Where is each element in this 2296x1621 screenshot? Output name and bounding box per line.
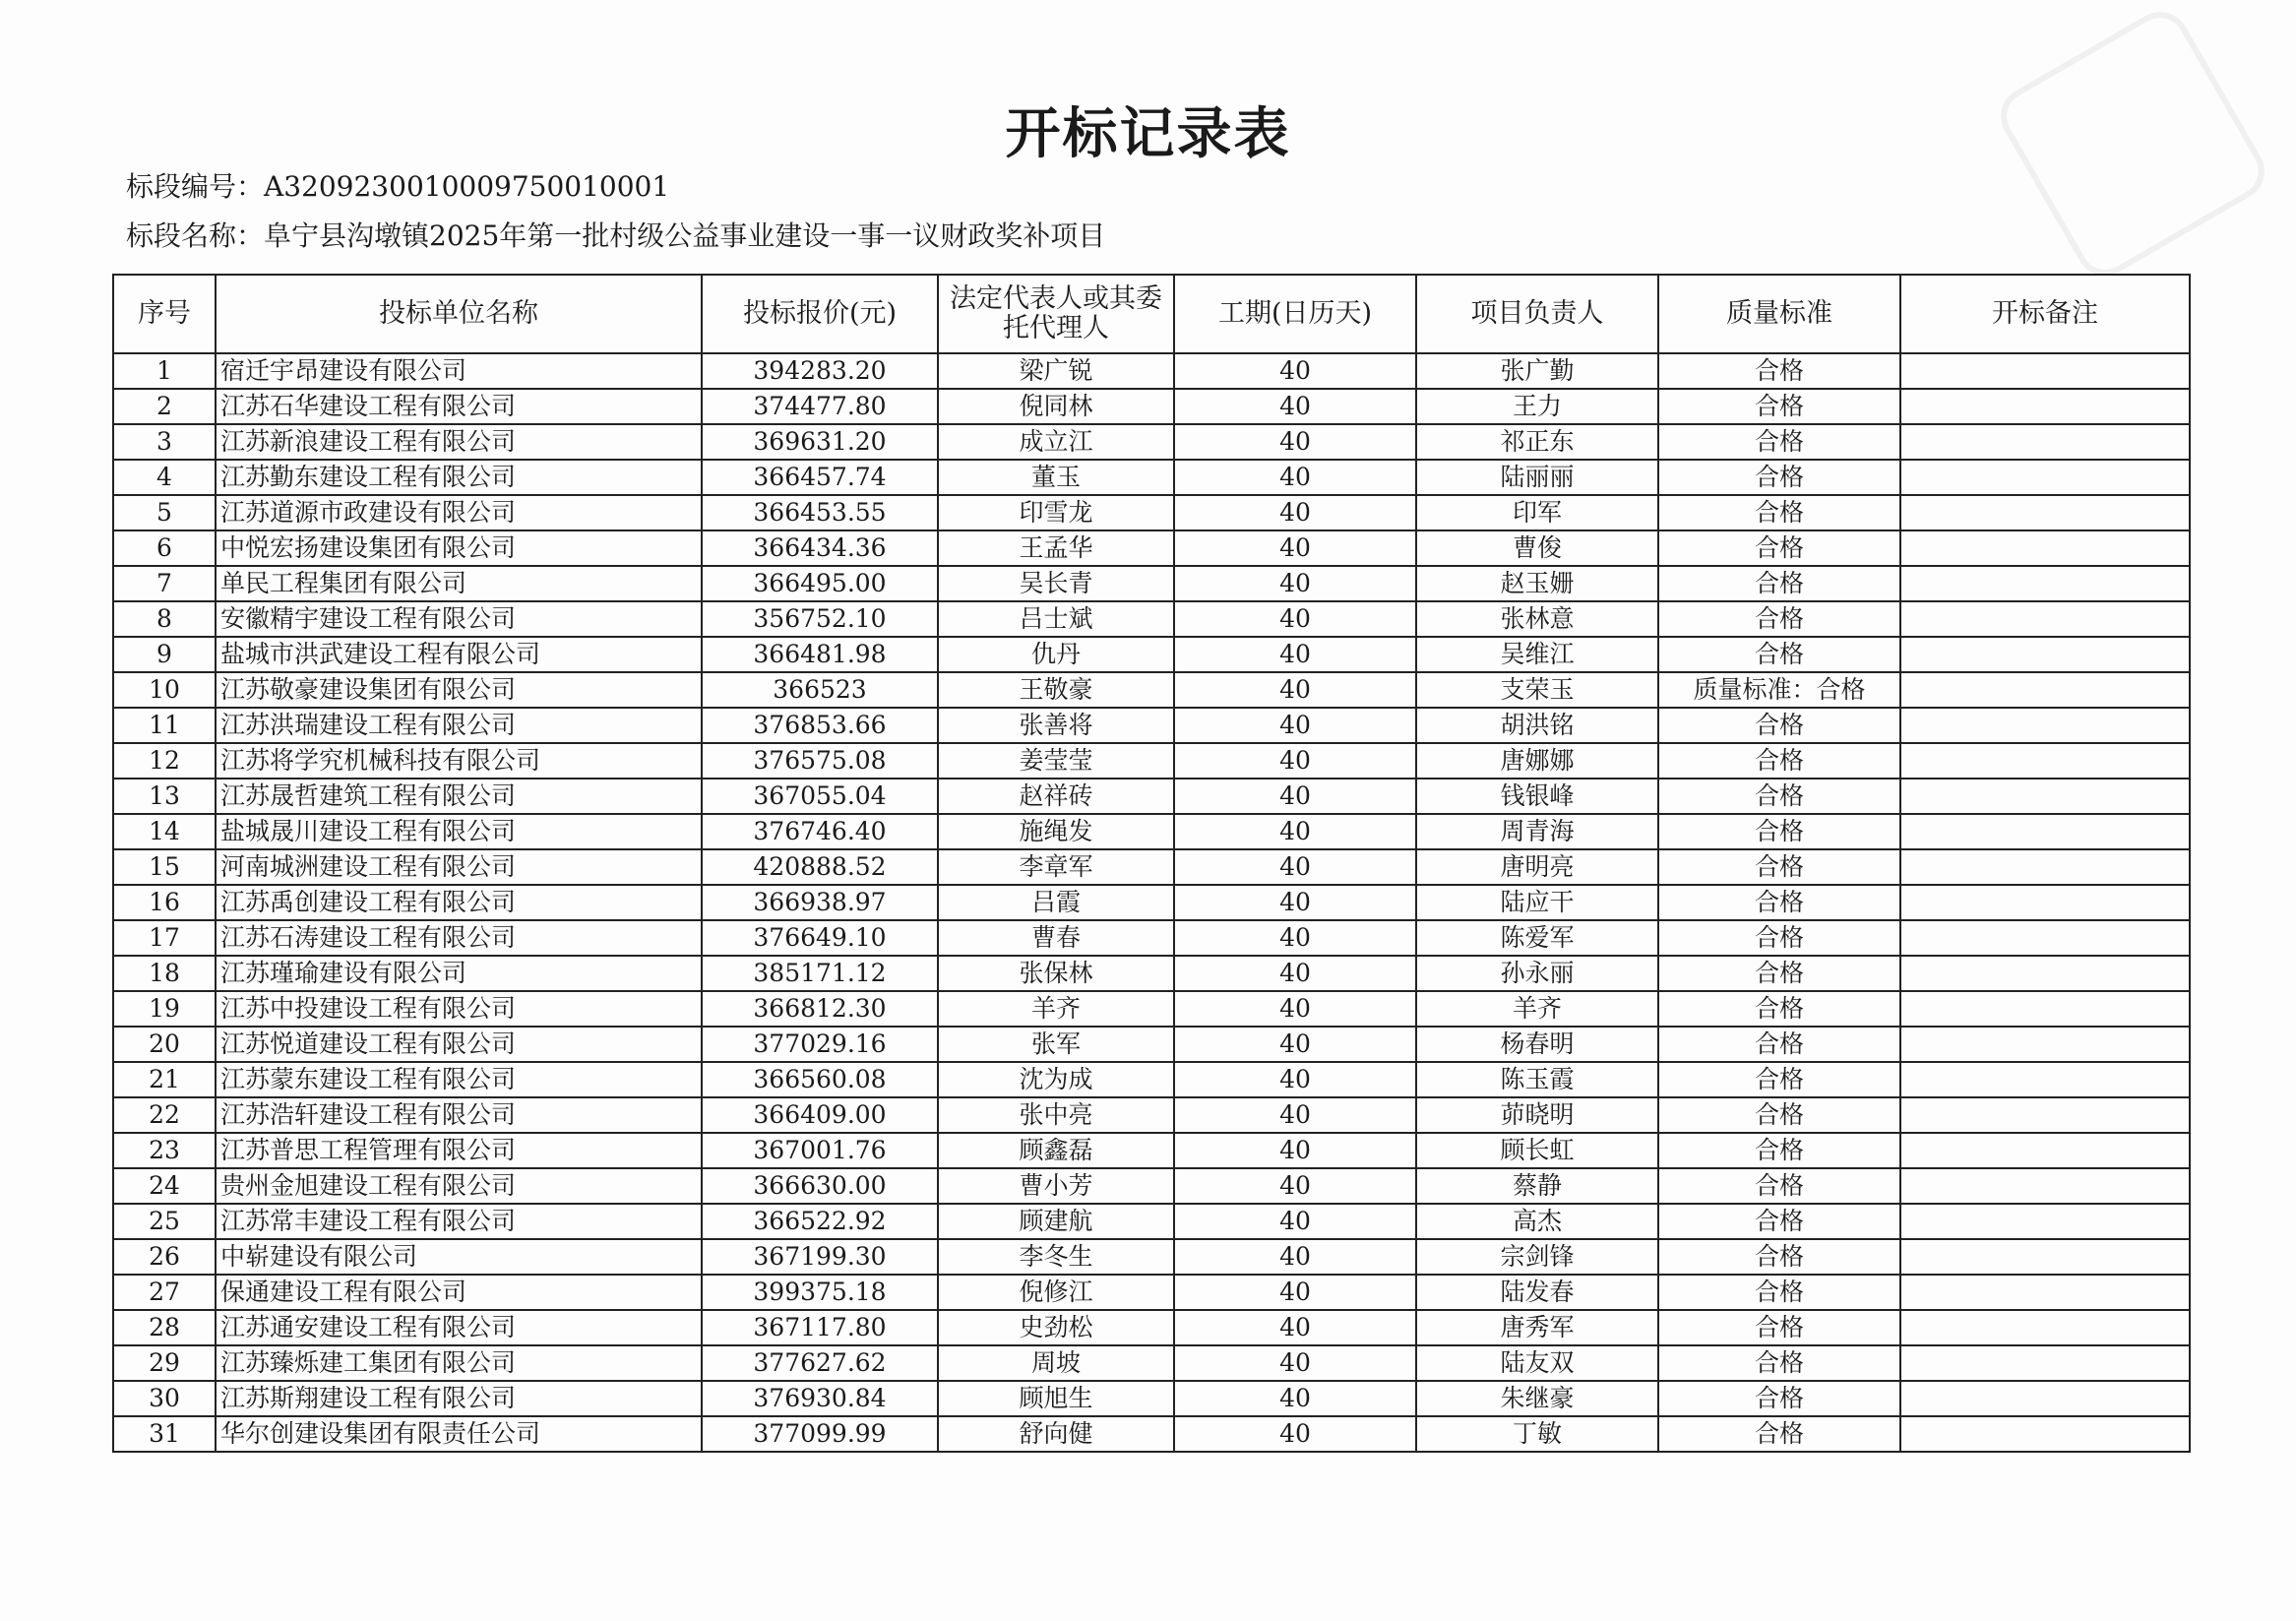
cell-representative: 吴长青 <box>938 566 1174 601</box>
cell-period: 40 <box>1174 991 1416 1027</box>
cell-company: 江苏常丰建设工程有限公司 <box>216 1204 702 1239</box>
table-row <box>113 849 2190 885</box>
cell-representative: 仇丹 <box>938 637 1174 672</box>
cell-manager: 胡洪铭 <box>1416 708 1658 743</box>
cell-remark <box>1900 353 2190 389</box>
cell-period: 40 <box>1174 743 1416 779</box>
cell-manager: 顾长虹 <box>1416 1133 1658 1168</box>
cell-representative: 印雪龙 <box>938 495 1174 530</box>
cell-no: 7 <box>113 566 216 601</box>
cell-quality: 合格 <box>1658 779 1900 814</box>
cell-no: 20 <box>113 1027 216 1062</box>
cell-remark <box>1900 708 2190 743</box>
cell-period: 40 <box>1174 1416 1416 1452</box>
cell-no: 4 <box>113 460 216 495</box>
cell-price: 366812.30 <box>702 991 938 1027</box>
cell-company: 江苏普思工程管理有限公司 <box>216 1133 702 1168</box>
cell-representative: 周坡 <box>938 1345 1174 1381</box>
cell-no: 28 <box>113 1310 216 1345</box>
cell-company: 中悦宏扬建设集团有限公司 <box>216 530 702 566</box>
cell-manager: 祁正东 <box>1416 424 1658 460</box>
cell-price: 376649.10 <box>702 920 938 956</box>
cell-no: 15 <box>113 849 216 885</box>
cell-representative: 倪修江 <box>938 1275 1174 1310</box>
table-row <box>113 1097 2190 1133</box>
cell-no: 3 <box>113 424 216 460</box>
cell-period: 40 <box>1174 1239 1416 1275</box>
header-price: 投标报价(元) <box>702 275 938 353</box>
cell-quality: 合格 <box>1658 601 1900 637</box>
cell-representative: 王孟华 <box>938 530 1174 566</box>
cell-representative: 李冬生 <box>938 1239 1174 1275</box>
cell-quality: 合格 <box>1658 353 1900 389</box>
cell-quality: 合格 <box>1658 389 1900 424</box>
cell-remark <box>1900 743 2190 779</box>
cell-company: 江苏斯翔建设工程有限公司 <box>216 1381 702 1416</box>
cell-representative: 舒向健 <box>938 1416 1174 1452</box>
cell-quality: 合格 <box>1658 530 1900 566</box>
cell-representative: 梁广锐 <box>938 353 1174 389</box>
cell-remark <box>1900 1345 2190 1381</box>
cell-price: 369631.20 <box>702 424 938 460</box>
section-code-line <box>126 165 669 205</box>
table-row <box>113 743 2190 779</box>
cell-company: 江苏勤东建设工程有限公司 <box>216 460 702 495</box>
cell-quality: 合格 <box>1658 566 1900 601</box>
cell-no: 18 <box>113 956 216 991</box>
section-code-label: 标段编号： <box>126 170 265 203</box>
table-row <box>113 991 2190 1027</box>
cell-manager: 陈玉霞 <box>1416 1062 1658 1097</box>
cell-representative: 曹小芳 <box>938 1168 1174 1204</box>
header-period: 工期(日历天) <box>1174 275 1416 353</box>
cell-no: 10 <box>113 672 216 708</box>
cell-remark <box>1900 424 2190 460</box>
cell-representative: 羊齐 <box>938 991 1174 1027</box>
table-row <box>113 1168 2190 1204</box>
cell-remark <box>1900 1168 2190 1204</box>
cell-quality: 合格 <box>1658 743 1900 779</box>
cell-period: 40 <box>1174 424 1416 460</box>
cell-representative: 董玉 <box>938 460 1174 495</box>
cell-no: 9 <box>113 637 216 672</box>
cell-company: 江苏洪瑞建设工程有限公司 <box>216 708 702 743</box>
cell-period: 40 <box>1174 495 1416 530</box>
cell-quality: 合格 <box>1658 1168 1900 1204</box>
cell-quality: 合格 <box>1658 1133 1900 1168</box>
cell-company: 盐城晟川建设工程有限公司 <box>216 814 702 849</box>
cell-period: 40 <box>1174 1345 1416 1381</box>
cell-price: 420888.52 <box>702 849 938 885</box>
cell-period: 40 <box>1174 1381 1416 1416</box>
cell-remark <box>1900 601 2190 637</box>
cell-representative: 顾鑫磊 <box>938 1133 1174 1168</box>
cell-period: 40 <box>1174 1275 1416 1310</box>
cell-manager: 曹俊 <box>1416 530 1658 566</box>
cell-quality: 合格 <box>1658 885 1900 920</box>
cell-representative: 倪同林 <box>938 389 1174 424</box>
cell-period: 40 <box>1174 601 1416 637</box>
cell-no: 2 <box>113 389 216 424</box>
cell-no: 11 <box>113 708 216 743</box>
cell-manager: 茆晓明 <box>1416 1097 1658 1133</box>
cell-remark <box>1900 1239 2190 1275</box>
header-manager: 项目负责人 <box>1416 275 1658 353</box>
cell-company: 江苏禹创建设工程有限公司 <box>216 885 702 920</box>
table-row <box>113 1027 2190 1062</box>
cell-manager: 印军 <box>1416 495 1658 530</box>
cell-no: 19 <box>113 991 216 1027</box>
cell-no: 30 <box>113 1381 216 1416</box>
cell-no: 17 <box>113 920 216 956</box>
header-company: 投标单位名称 <box>216 275 702 353</box>
cell-price: 376853.66 <box>702 708 938 743</box>
cell-no: 26 <box>113 1239 216 1275</box>
cell-representative: 李章军 <box>938 849 1174 885</box>
cell-quality: 合格 <box>1658 424 1900 460</box>
cell-quality: 合格 <box>1658 1062 1900 1097</box>
cell-price: 366495.00 <box>702 566 938 601</box>
cell-quality: 合格 <box>1658 495 1900 530</box>
cell-manager: 杨春明 <box>1416 1027 1658 1062</box>
cell-period: 40 <box>1174 956 1416 991</box>
cell-price: 366522.92 <box>702 1204 938 1239</box>
cell-price: 367117.80 <box>702 1310 938 1345</box>
table-row <box>113 424 2190 460</box>
cell-company: 盐城市洪武建设工程有限公司 <box>216 637 702 672</box>
cell-quality: 合格 <box>1658 1275 1900 1310</box>
cell-representative: 张保林 <box>938 956 1174 991</box>
cell-quality: 合格 <box>1658 1381 1900 1416</box>
cell-company: 江苏悦道建设工程有限公司 <box>216 1027 702 1062</box>
cell-no: 12 <box>113 743 216 779</box>
cell-remark <box>1900 779 2190 814</box>
cell-remark <box>1900 1097 2190 1133</box>
table-row <box>113 601 2190 637</box>
bid-opening-table <box>112 274 2191 1453</box>
cell-price: 366938.97 <box>702 885 938 920</box>
cell-representative: 王敬豪 <box>938 672 1174 708</box>
section-code-value: A3209230010009750010001 <box>264 170 670 203</box>
cell-manager: 羊齐 <box>1416 991 1658 1027</box>
cell-price: 376746.40 <box>702 814 938 849</box>
cell-period: 40 <box>1174 1204 1416 1239</box>
cell-quality: 合格 <box>1658 1097 1900 1133</box>
section-name-line <box>126 215 1105 254</box>
cell-representative: 吕士斌 <box>938 601 1174 637</box>
cell-remark <box>1900 460 2190 495</box>
table-row <box>113 885 2190 920</box>
cell-price: 376930.84 <box>702 1381 938 1416</box>
cell-manager: 蔡静 <box>1416 1168 1658 1204</box>
cell-remark <box>1900 814 2190 849</box>
cell-period: 40 <box>1174 708 1416 743</box>
cell-period: 40 <box>1174 1097 1416 1133</box>
cell-price: 366481.98 <box>702 637 938 672</box>
cell-price: 356752.10 <box>702 601 938 637</box>
cell-period: 40 <box>1174 566 1416 601</box>
cell-company: 江苏石涛建设工程有限公司 <box>216 920 702 956</box>
cell-quality: 合格 <box>1658 920 1900 956</box>
cell-quality: 合格 <box>1658 1345 1900 1381</box>
table-row <box>113 566 2190 601</box>
cell-manager: 张林意 <box>1416 601 1658 637</box>
cell-price: 377099.99 <box>702 1416 938 1452</box>
table-row <box>113 920 2190 956</box>
cell-company: 华尔创建设集团有限责任公司 <box>216 1416 702 1452</box>
cell-price: 366409.00 <box>702 1097 938 1133</box>
cell-company: 江苏敬豪建设集团有限公司 <box>216 672 702 708</box>
cell-quality: 合格 <box>1658 637 1900 672</box>
cell-manager: 陆友双 <box>1416 1345 1658 1381</box>
cell-period: 40 <box>1174 1310 1416 1345</box>
cell-remark <box>1900 920 2190 956</box>
cell-manager: 王力 <box>1416 389 1658 424</box>
cell-price: 376575.08 <box>702 743 938 779</box>
cell-representative: 顾旭生 <box>938 1381 1174 1416</box>
cell-representative: 吕霞 <box>938 885 1174 920</box>
cell-representative: 成立江 <box>938 424 1174 460</box>
table-row <box>113 495 2190 530</box>
cell-quality: 质量标准：合格 <box>1658 672 1900 708</box>
cell-quality: 合格 <box>1658 460 1900 495</box>
table-row <box>113 460 2190 495</box>
cell-price: 366457.74 <box>702 460 938 495</box>
cell-no: 25 <box>113 1204 216 1239</box>
cell-representative: 张善将 <box>938 708 1174 743</box>
cell-remark <box>1900 849 2190 885</box>
cell-no: 8 <box>113 601 216 637</box>
cell-period: 40 <box>1174 1062 1416 1097</box>
cell-company: 宿迁宇昂建设有限公司 <box>216 353 702 389</box>
section-name-label: 标段名称： <box>126 219 265 252</box>
cell-quality: 合格 <box>1658 708 1900 743</box>
table-row <box>113 1381 2190 1416</box>
table-row <box>113 530 2190 566</box>
cell-price: 394283.20 <box>702 353 938 389</box>
cell-quality: 合格 <box>1658 956 1900 991</box>
cell-company: 安徽精宇建设工程有限公司 <box>216 601 702 637</box>
cell-representative: 赵祥砖 <box>938 779 1174 814</box>
cell-remark <box>1900 885 2190 920</box>
cell-price: 377029.16 <box>702 1027 938 1062</box>
cell-remark <box>1900 1310 2190 1345</box>
cell-company: 江苏将学究机械科技有限公司 <box>216 743 702 779</box>
table-row <box>113 814 2190 849</box>
table-header-row <box>113 275 2190 353</box>
cell-representative: 姜莹莹 <box>938 743 1174 779</box>
header-representative: 法定代表人或其委托代理人 <box>938 275 1174 353</box>
table-row <box>113 1275 2190 1310</box>
cell-period: 40 <box>1174 779 1416 814</box>
cell-company: 江苏道源市政建设有限公司 <box>216 495 702 530</box>
cell-manager: 支荣玉 <box>1416 672 1658 708</box>
cell-representative: 顾建航 <box>938 1204 1174 1239</box>
cell-company: 江苏蒙东建设工程有限公司 <box>216 1062 702 1097</box>
cell-company: 江苏臻烁建工集团有限公司 <box>216 1345 702 1381</box>
cell-manager: 唐娜娜 <box>1416 743 1658 779</box>
cell-remark <box>1900 1416 2190 1452</box>
cell-representative: 史劲松 <box>938 1310 1174 1345</box>
cell-price: 366560.08 <box>702 1062 938 1097</box>
cell-company: 单民工程集团有限公司 <box>216 566 702 601</box>
cell-company: 江苏通安建设工程有限公司 <box>216 1310 702 1345</box>
header-no: 序号 <box>113 275 216 353</box>
cell-no: 31 <box>113 1416 216 1452</box>
cell-remark <box>1900 1381 2190 1416</box>
cell-no: 24 <box>113 1168 216 1204</box>
cell-remark <box>1900 530 2190 566</box>
cell-no: 5 <box>113 495 216 530</box>
cell-remark <box>1900 956 2190 991</box>
table-row <box>113 637 2190 672</box>
cell-company: 河南城洲建设工程有限公司 <box>216 849 702 885</box>
cell-no: 13 <box>113 779 216 814</box>
cell-period: 40 <box>1174 814 1416 849</box>
cell-period: 40 <box>1174 672 1416 708</box>
cell-remark <box>1900 1204 2190 1239</box>
cell-period: 40 <box>1174 1168 1416 1204</box>
cell-quality: 合格 <box>1658 1416 1900 1452</box>
cell-manager: 宗剑锋 <box>1416 1239 1658 1275</box>
table-row <box>113 1416 2190 1452</box>
cell-representative: 施绳发 <box>938 814 1174 849</box>
cell-price: 366434.36 <box>702 530 938 566</box>
cell-manager: 陆应干 <box>1416 885 1658 920</box>
cell-quality: 合格 <box>1658 1239 1900 1275</box>
table-row <box>113 1133 2190 1168</box>
cell-company: 江苏晟哲建筑工程有限公司 <box>216 779 702 814</box>
cell-period: 40 <box>1174 885 1416 920</box>
cell-remark <box>1900 991 2190 1027</box>
cell-price: 385171.12 <box>702 956 938 991</box>
cell-no: 16 <box>113 885 216 920</box>
cell-representative: 张军 <box>938 1027 1174 1062</box>
cell-price: 377627.62 <box>702 1345 938 1381</box>
cell-quality: 合格 <box>1658 1310 1900 1345</box>
cell-period: 40 <box>1174 1133 1416 1168</box>
cell-remark <box>1900 637 2190 672</box>
cell-manager: 张广勤 <box>1416 353 1658 389</box>
table-row <box>113 956 2190 991</box>
table-row <box>113 1204 2190 1239</box>
table-row <box>113 672 2190 708</box>
cell-period: 40 <box>1174 460 1416 495</box>
header-quality: 质量标准 <box>1658 275 1900 353</box>
cell-company: 江苏新浪建设工程有限公司 <box>216 424 702 460</box>
cell-manager: 钱银峰 <box>1416 779 1658 814</box>
cell-company: 江苏中投建设工程有限公司 <box>216 991 702 1027</box>
cell-remark <box>1900 1275 2190 1310</box>
cell-period: 40 <box>1174 389 1416 424</box>
cell-quality: 合格 <box>1658 1027 1900 1062</box>
cell-remark <box>1900 672 2190 708</box>
cell-remark <box>1900 1027 2190 1062</box>
table-row <box>113 353 2190 389</box>
cell-quality: 合格 <box>1658 814 1900 849</box>
cell-manager: 丁敏 <box>1416 1416 1658 1452</box>
cell-period: 40 <box>1174 849 1416 885</box>
cell-no: 27 <box>113 1275 216 1310</box>
table-row <box>113 1239 2190 1275</box>
cell-remark <box>1900 1133 2190 1168</box>
table-body <box>113 353 2190 1452</box>
cell-company: 保通建设工程有限公司 <box>216 1275 702 1310</box>
cell-manager: 陈爱军 <box>1416 920 1658 956</box>
page-title: 开标记录表 <box>1005 102 1291 166</box>
cell-manager: 朱继豪 <box>1416 1381 1658 1416</box>
cell-company: 中崭建设有限公司 <box>216 1239 702 1275</box>
cell-manager: 陆发春 <box>1416 1275 1658 1310</box>
cell-manager: 唐明亮 <box>1416 849 1658 885</box>
cell-company: 江苏瑾瑜建设有限公司 <box>216 956 702 991</box>
cell-price: 367055.04 <box>702 779 938 814</box>
cell-quality: 合格 <box>1658 991 1900 1027</box>
cell-manager: 吴维江 <box>1416 637 1658 672</box>
cell-representative: 沈为成 <box>938 1062 1174 1097</box>
cell-manager: 孙永丽 <box>1416 956 1658 991</box>
cell-period: 40 <box>1174 920 1416 956</box>
cell-price: 367001.76 <box>702 1133 938 1168</box>
cell-no: 29 <box>113 1345 216 1381</box>
cell-remark <box>1900 566 2190 601</box>
cell-manager: 周青海 <box>1416 814 1658 849</box>
cell-no: 14 <box>113 814 216 849</box>
cell-no: 21 <box>113 1062 216 1097</box>
cell-price: 366453.55 <box>702 495 938 530</box>
cell-period: 40 <box>1174 637 1416 672</box>
cell-period: 40 <box>1174 530 1416 566</box>
table-row <box>113 708 2190 743</box>
table-row <box>113 779 2190 814</box>
cell-remark <box>1900 1062 2190 1097</box>
cell-representative: 曹春 <box>938 920 1174 956</box>
cell-company: 江苏浩轩建设工程有限公司 <box>216 1097 702 1133</box>
section-name-value: 阜宁县沟墩镇2025年第一批村级公益事业建设一事一议财政奖补项目 <box>264 219 1106 252</box>
cell-period: 40 <box>1174 1027 1416 1062</box>
cell-no: 22 <box>113 1097 216 1133</box>
cell-price: 366630.00 <box>702 1168 938 1204</box>
cell-quality: 合格 <box>1658 849 1900 885</box>
cell-manager: 高杰 <box>1416 1204 1658 1239</box>
cell-no: 23 <box>113 1133 216 1168</box>
cell-no: 1 <box>113 353 216 389</box>
table-row <box>113 1345 2190 1381</box>
table-row <box>113 1062 2190 1097</box>
cell-company: 江苏石华建设工程有限公司 <box>216 389 702 424</box>
cell-period: 40 <box>1174 353 1416 389</box>
cell-no: 6 <box>113 530 216 566</box>
cell-remark <box>1900 389 2190 424</box>
cell-price: 367199.30 <box>702 1239 938 1275</box>
table-row <box>113 389 2190 424</box>
cell-manager: 赵玉姗 <box>1416 566 1658 601</box>
cell-quality: 合格 <box>1658 1204 1900 1239</box>
cell-price: 366523 <box>702 672 938 708</box>
cell-representative: 张中亮 <box>938 1097 1174 1133</box>
cell-manager: 陆丽丽 <box>1416 460 1658 495</box>
cell-company: 贵州金旭建设工程有限公司 <box>216 1168 702 1204</box>
cell-price: 374477.80 <box>702 389 938 424</box>
table-row <box>113 1310 2190 1345</box>
cell-remark <box>1900 495 2190 530</box>
header-remark: 开标备注 <box>1900 275 2190 353</box>
cell-manager: 唐秀军 <box>1416 1310 1658 1345</box>
cell-price: 399375.18 <box>702 1275 938 1310</box>
